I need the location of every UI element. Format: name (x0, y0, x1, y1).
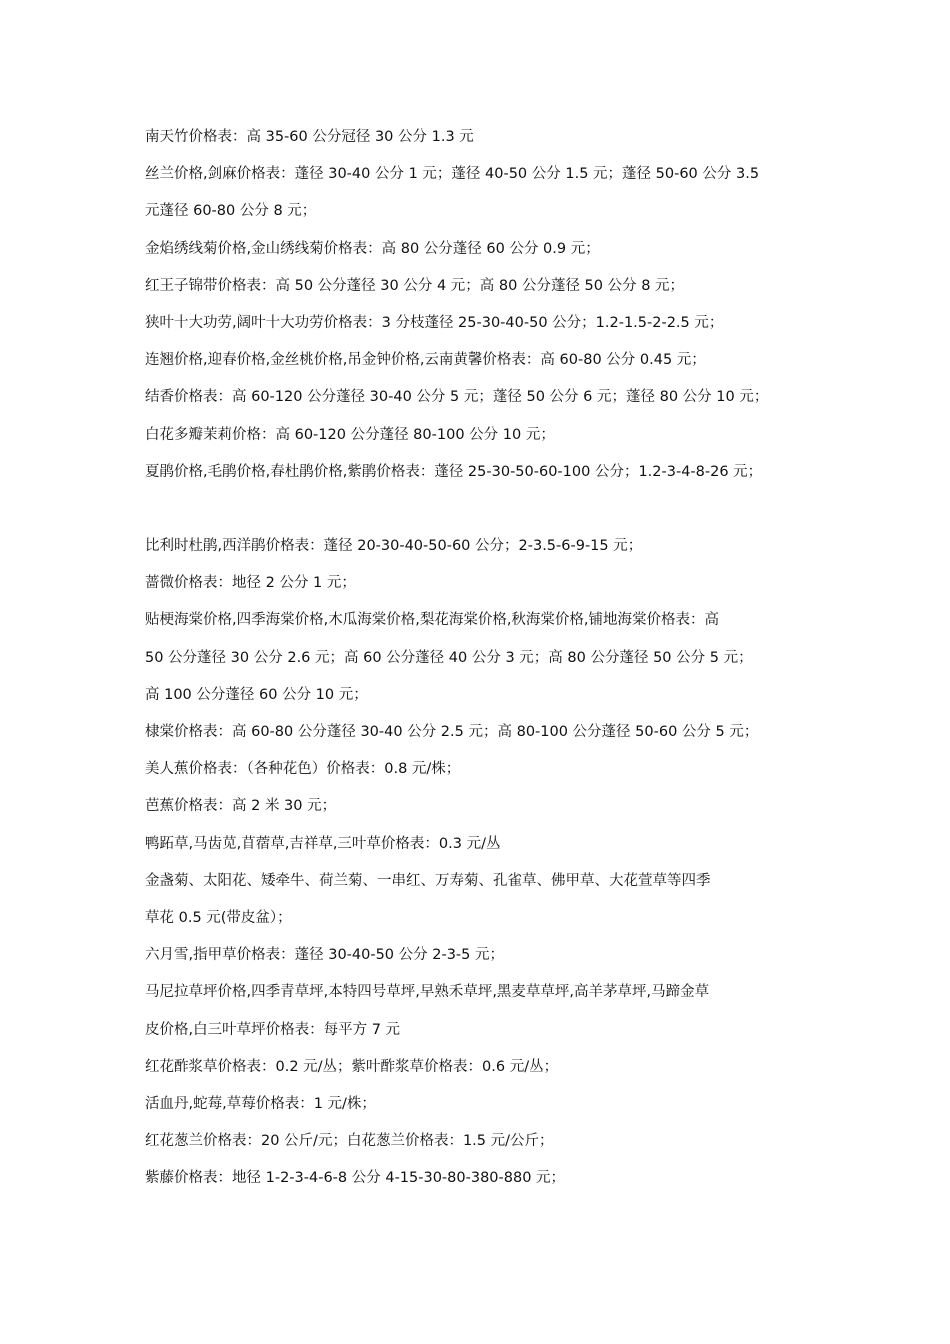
text-line: 连翘价格,迎春价格,金丝桃价格,吊金钟价格,云南黄馨价格表：高 60-80 公分 0.45 元； (145, 352, 706, 369)
text-line: 紫藤价格表：地径 1-2-3-4-6-8 公分 4-15-30-80-380-880 元； (145, 1170, 566, 1187)
text-line: 结香价格表：高 60-120 公分蓬径 30-40 公分 5 元；蓬径 50 公分 6 元；蓬径 80 公分 10 元； (145, 389, 769, 406)
text-line: 南天竹价格表：高 35-60 公分冠径 30 公分 1.3 元 (145, 129, 474, 145)
text-line: 马尼拉草坪价格,四季青草坪,本特四号草坪,早熟禾草坪,黑麦草草坪,高羊茅草坪,马蹄金草 (145, 984, 710, 1001)
text-line: 美人蕉价格表：（各种花色）价格表：0.8 元/株； (145, 761, 461, 778)
text-line: 狭叶十大功劳,阔叶十大功劳价格表：3 分枝蓬径 25-30-40-50 公分；1.2-1.5-2-2.5 元； (145, 314, 724, 331)
text-line: 棣棠价格表：高 60-80 公分蓬径 30-40 公分 2.5 元；高 80-100 公分蓬径 50-60 公分 5 元； (145, 724, 759, 740)
text-line: 元蓬径 60-80 公分 8 元； (145, 203, 317, 220)
price-list (145, 125, 815, 1203)
text-line: 比利时杜鹃,西洋鹃价格表：蓬径 20-30-40-50-60 公分；2-3.5-6-9-15 元； (145, 538, 643, 555)
text-line: 丝兰价格,剑麻价格表：蓬径 30-40 公分 1 元；蓬径 40-50 公分 1.5 元；蓬径 50-60 公分 3.5 (145, 166, 760, 183)
blank-line (145, 497, 815, 534)
text-line: 六月雪,指甲草价格表：蓬径 30-40-50 公分 2-3-5 元； (145, 947, 505, 964)
text-line: 50 公分蓬径 30 公分 2.6 元；高 60 公分蓬径 40 公分 3 元；高 80 公分蓬径 50 公分 5 元； (145, 649, 753, 666)
text-line: 草花 0.5 元(带皮盆）； (145, 909, 292, 926)
text-line: 红花酢浆草价格表：0.2 元/丛；紫叶酢浆草价格表：0.6 元/丛； (145, 1058, 559, 1075)
text-line: 活血丹,蛇莓,草莓价格表：1 元/株； (145, 1095, 376, 1112)
text-line: 白花多瓣茉莉价格：高 60-120 公分蓬径 80-100 公分 10 元； (145, 426, 555, 443)
text-line: 芭蕉价格表：高 2 米 30 元； (145, 798, 337, 815)
text-line: 皮价格,白三叶草坪价格表：每平方 7 元 (145, 1021, 401, 1038)
text-line: 红花葱兰价格表：20 公斤/元；白花葱兰价格表：1.5 元/公斤； (145, 1133, 554, 1150)
text-line: 蔷微价格表：地径 2 公分 1 元； (145, 575, 356, 592)
text-line: 红王子锦带价格表：高 50 公分蓬径 30 公分 4 元；高 80 公分蓬径 50 公分 8 元； (145, 277, 685, 294)
text-line: 贴梗海棠价格,四季海棠价格,木瓜海棠价格,梨花海棠价格,秋海棠价格,铺地海棠价格表：高 (145, 612, 720, 629)
text-line: 夏鹃价格,毛鹃价格,春杜鹃价格,紫鹃价格表：蓬径 25-30-50-60-100 公分；1.2-3-4-8-26 元； (145, 463, 763, 480)
text-line: 高 100 公分蓬径 60 公分 10 元； (145, 686, 368, 703)
text-line: 鸭跖草,马齿苋,苜蓿草,吉祥草,三叶草价格表：0.3 元/丛 (145, 835, 501, 852)
text-line: 金焰绣线菊价格,金山绣线菊价格表：高 80 公分蓬径 60 公分 0.9 元； (145, 240, 600, 257)
text-line: 金盏菊、太阳花、矮牵牛、荷兰菊、一串红、万寿菊、孔雀草、佛甲草、大花萱草等四季 (145, 872, 711, 889)
